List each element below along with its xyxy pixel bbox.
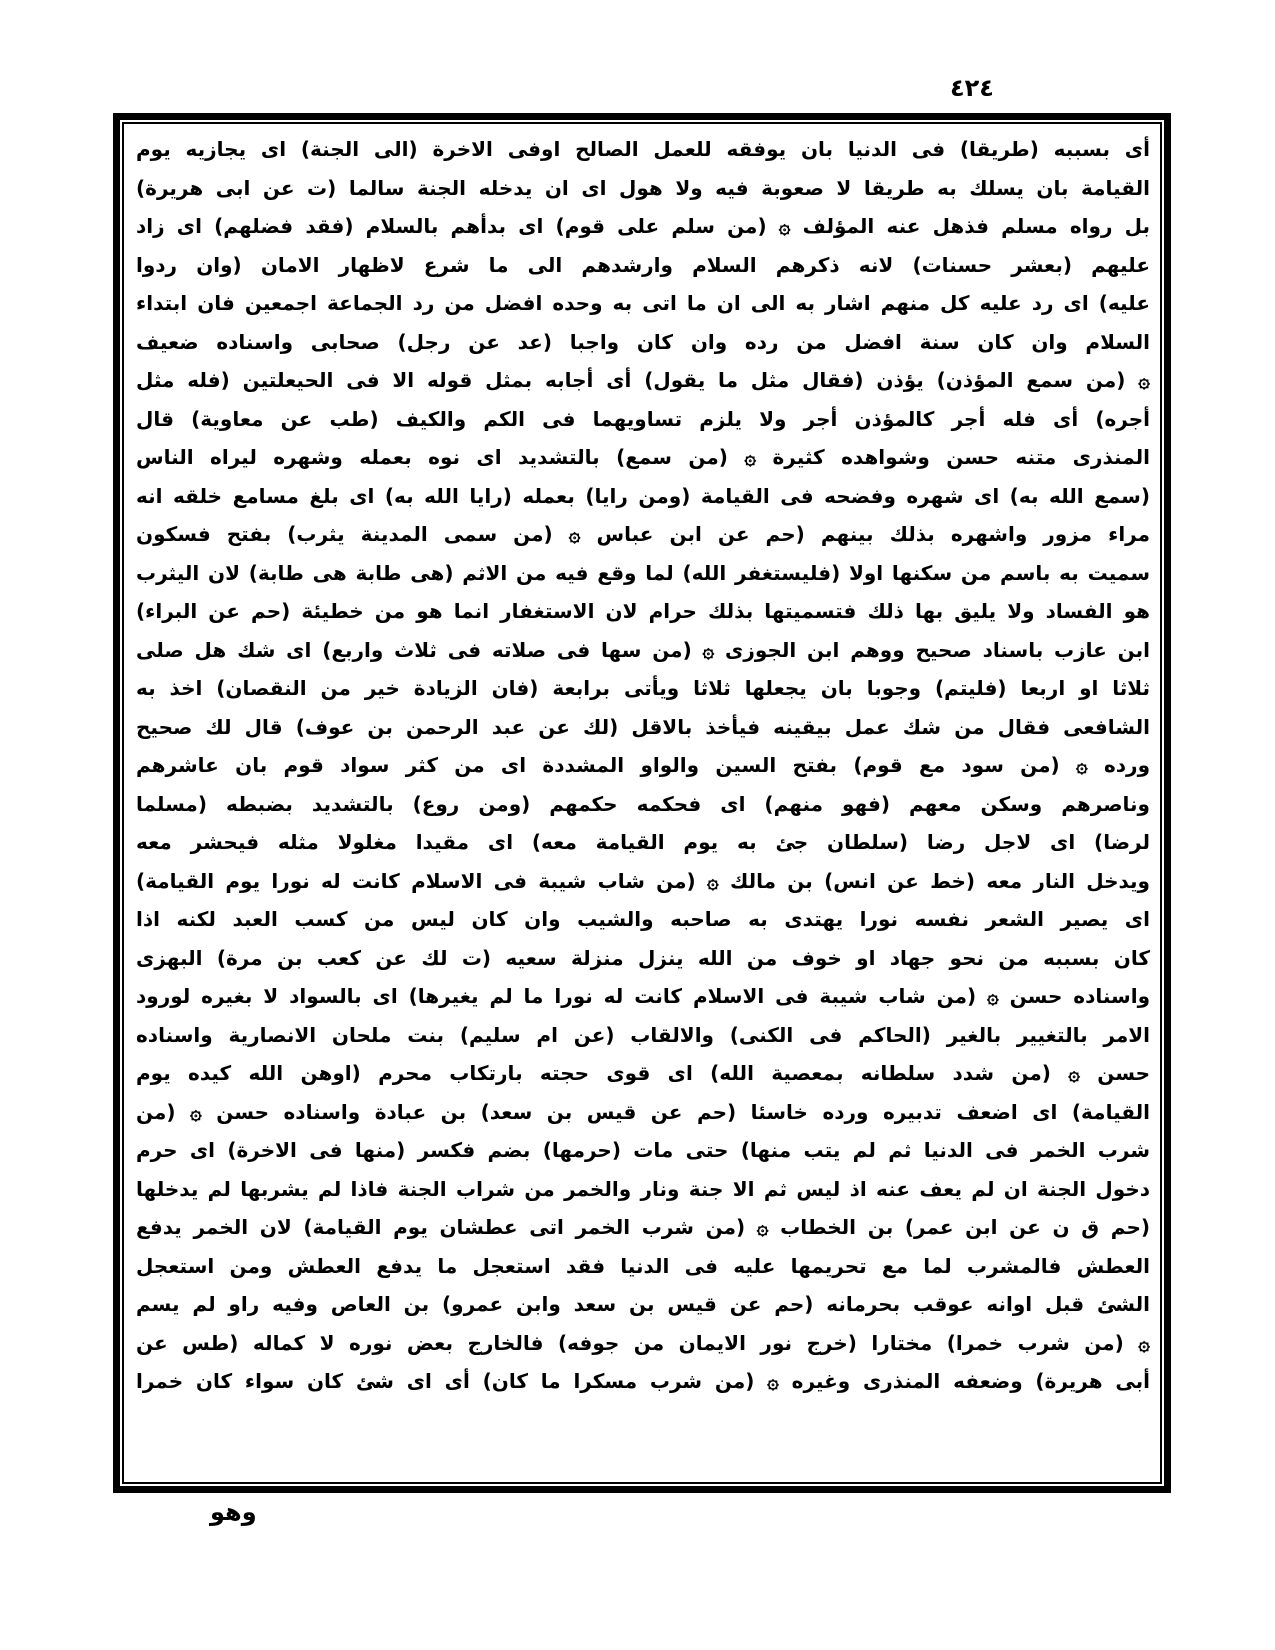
text-line: القيامة بان يسلك به طريقا لا صعوبة فيه ولا هول اى ان يدخله الجنة سالما (ت عن ابى هريرة) — [136, 175, 1150, 200]
text-body — [136, 130, 1150, 1480]
text-line: السلام وان كان سنة افضل من رده وان كان واجبا (عد عن رجل) صحابى واسناده ضعيف — [136, 329, 1150, 354]
text-line: واسناده حسن ۞ (من شاب شيبة فى الاسلام كانت له نورا ما لم يغيرها) اى بالسواد لا بغيره لورود — [136, 984, 1150, 1008]
text-line: سميت به باسم من سكنها اولا (فليستغفر الله) لما وقع فيه من الاثم (هى طابة هى طابة) لان اليثرب — [136, 560, 1150, 585]
text-line: هو الفساد ولا يليق بها ذلك فتسميتها بذلك حرام لان الاستغفار انما هو من خطيئة (حم عن البراء) — [136, 599, 1150, 623]
text-line: عليه) اى رد عليه كل منهم اشار به الى ان ما اتى به وحده افضل من رد الجماعة اجمعين فان ابتداء — [136, 291, 1150, 315]
text-line: لرضا) اى لاجل رضا (سلطان جئ به يوم القيامة معه) اى مقيدا مغلولا مثله فيحشر معه — [136, 830, 1150, 854]
text-line: (حم ق ن عن ابن عمر) بن الخطاب ۞ (من شرب الخمر اتى عطشان يوم القيامة) لان الخمر يدفع — [136, 1215, 1150, 1239]
page-number: ٤٢٤ — [950, 74, 994, 102]
text-line: أجره) أى فله أجر كالمؤذن أجر ولا يلزم تساويهما فى الكم والكيف (طب عن معاوية) قال — [136, 406, 1150, 431]
text-line: الامر بالتغيير بالغير (الحاكم فى الكنى) والالقاب (عن ام سليم) بنت ملحان الانصارية واسناده — [136, 1022, 1150, 1047]
text-line: الشافعى فقال من شك عمل بيقينه فيأخذ بالاقل (لك عن عبد الرحمن بن عوف) قال لك صحيح — [136, 714, 1150, 739]
text-line: أى بسببه (طريقا) فى الدنيا بان يوفقه للعمل الصالح اوفى الاخرة (الى الجنة) اى يجازيه يوم — [136, 137, 1150, 161]
text-line: المنذرى متنه حسن وشواهده كثيرة ۞ (من سمع) بالتشديد اى نوه بعمله وشهره ليراه الناس — [136, 445, 1150, 469]
text-line: اى يصير الشعر نفسه نورا يهتدى به صاحبه والشيب وان كان ليس من كسب العبد لكنه اذا — [136, 907, 1150, 931]
text-line: دخول الجنة ان لم يعف عنه اذ ليس ثم الا جنة ونار والخمر من شراب الجنة فاذا لم يشربها لم يدخلها — [136, 1176, 1150, 1201]
text-line: ثلاثا او اربعا (فليتم) وجوبا بان يجعلها ثلاثا ويأتى برابعة (فان الزيادة خير من النقصان) اخذ به — [136, 676, 1150, 700]
text-line: كان بسببه من نحو جهاد او خوف من الله ينزل منزلة سعيه (ت لك عن كعب بن مرة) البهزى — [136, 945, 1150, 970]
text-line: عليهم (بعشر حسنات) لانه ذكرهم السلام وارشدهم الى ما شرع لاظهار الامان (وان ردوا — [136, 252, 1150, 277]
text-line: ورده ۞ (من سود مع قوم) بفتح السين والواو المشددة اى من كثر سواد قوم بان عاشرهم — [136, 753, 1150, 777]
text-line: حسن ۞ (من شدد سلطانه بمعصية الله) اى قوى حجته بارتكاب محرم (اوهن الله كيده يوم — [136, 1061, 1150, 1085]
text-line: ۞ (من شرب خمرا) مختارا (خرج نور الايمان من جوفه) فالخارج بعض نوره لا كماله (طس عن — [136, 1330, 1150, 1355]
catchword: وهو — [210, 1498, 257, 1526]
text-line: ابن عازب باسناد صحيح ووهم ابن الجوزى ۞ (من سها فى صلاته فى ثلاث واربع) اى شك هل صلى — [136, 637, 1150, 662]
text-line: (سمع الله به) اى شهره وفضحه فى القيامة (ومن رايا) بعمله (رايا الله به) اى بلغ مسامع خلقه انه — [136, 483, 1150, 508]
text-line: القيامة) اى اضعف تدبيره ورده خاسئا (حم عن قيس بن سعد) بن عبادة واسناده حسن ۞ (من — [136, 1099, 1150, 1124]
text-line: مراء مزور واشهره بذلك بينهم (حم عن ابن عباس ۞ (من سمى المدينة يثرب) بفتح فسكون — [136, 522, 1150, 546]
text-line: العطش فالمشرب لما مع تحريمها عليه فى الدنيا فقد استعجل ما يدفع العطش ومن استعجل — [136, 1253, 1150, 1278]
text-line: وناصرهم وسكن معهم (فهو منهم) اى فحكمه حكمهم (ومن روع) بالتشديد بضبطه (مسلما — [136, 791, 1150, 816]
text-line: شرب الخمر فى الدنيا ثم لم يتب منها) حتى مات (حرمها) بضم فكسر (منها فى الاخرة) اى حرم — [136, 1138, 1150, 1162]
text-line: بل رواه مسلم فذهل عنه المؤلف ۞ (من سلم على قوم) اى بدأهم بالسلام (فقد فضلهم) اى زاد — [136, 214, 1150, 238]
text-line: ۞ (من سمع المؤذن) يؤذن (فقال مثل ما يقول) أى أجابه بمثل قوله الا فى الحيعلتين (فله مثل — [136, 368, 1150, 392]
text-line: ويدخل النار معه (خط عن انس) بن مالك ۞ (من شاب شيبة فى الاسلام كانت له نورا يوم القيامة) — [136, 868, 1150, 893]
text-line: أبى هريرة) وضعفه المنذرى وغيره ۞ (من شرب مسكرا ما كان) أى اى شئ كان سواء كان خمرا — [136, 1369, 1150, 1393]
text-line: الشئ قبل اوانه عوقب بحرمانه (حم عن قيس بن سعد وابن عمرو) بن العاص وفيه راو لم يسم — [136, 1292, 1150, 1316]
